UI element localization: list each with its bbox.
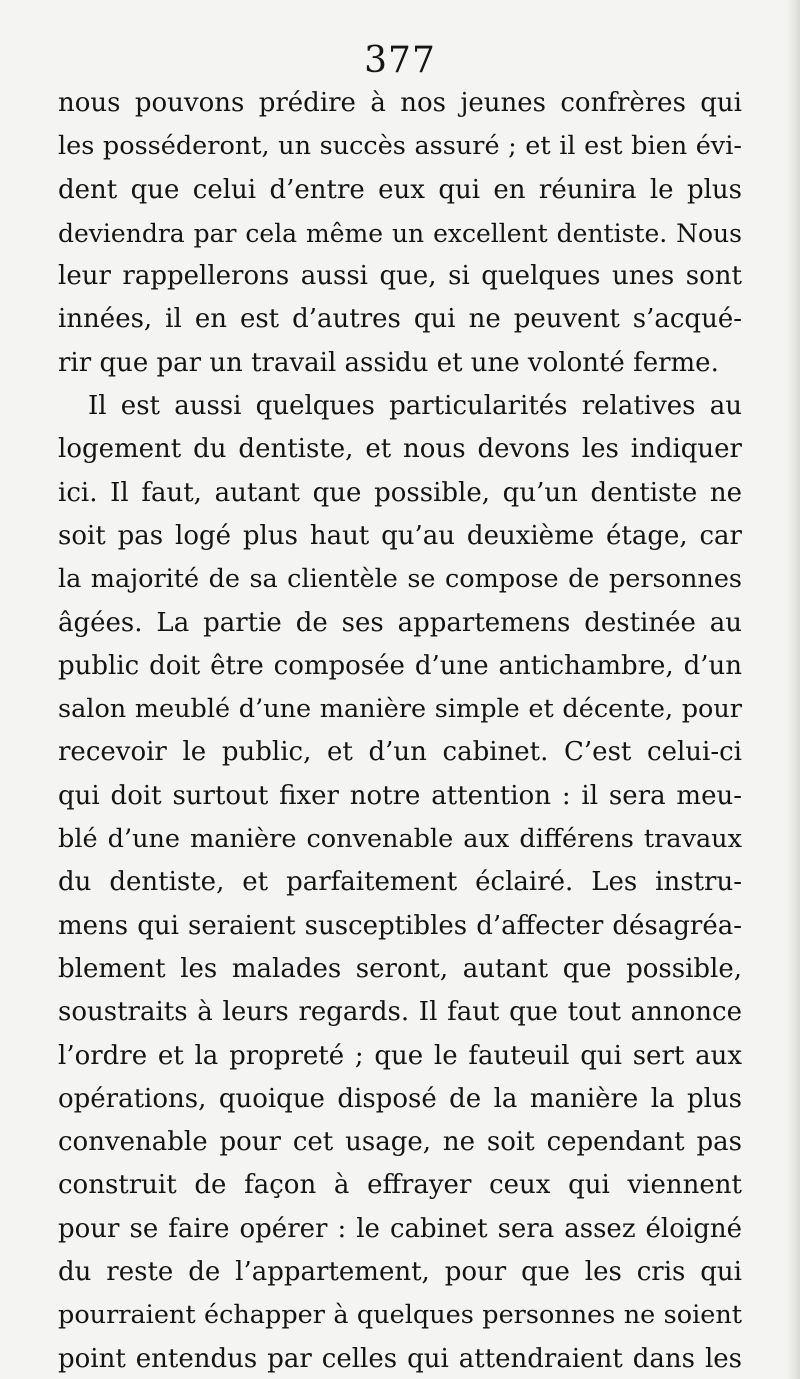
page-number: 377 xyxy=(364,40,436,81)
text-line: la majorité de sa clientèle se compose de personnes xyxy=(58,564,742,595)
text-line: âgées. La partie de ses appartemens destinée au xyxy=(58,607,742,638)
text-line: les posséderont, un succès assuré ; et il est bien évi- xyxy=(58,131,742,162)
paragraph-end-line: rir que par un travail assidu et une volonté ferme. xyxy=(58,347,719,378)
text-line: qui doit surtout fixer notre attention : il sera meu- xyxy=(58,780,742,811)
text-line: du reste de l’appartement, pour que les cris qui xyxy=(58,1257,742,1288)
text-line: dent que celui d’entre eux qui en réunira le plus xyxy=(58,174,742,205)
text-line: du dentiste, et parfaitement éclairé. Les instru- xyxy=(58,867,742,898)
text-line: public doit être composée d’une antichambre, d’un xyxy=(58,650,742,681)
body-text xyxy=(58,82,742,1379)
text-line: l’ordre et la propreté ; que le fauteuil qui sert aux xyxy=(58,1040,742,1071)
text-line: opérations, quoique disposé de la manière la plus xyxy=(58,1083,742,1114)
text-line: soustraits à leurs regards. Il faut que tout annonce xyxy=(58,997,742,1028)
text-line: construit de façon à effrayer ceux qui viennent xyxy=(58,1170,742,1201)
text-line: leur rappellerons aussi que, si quelques unes sont xyxy=(58,261,742,292)
text-line: nous pouvons prédire à nos jeunes confrères qui xyxy=(58,88,742,118)
text-line: convenable pour cet usage, ne soit cependant pas xyxy=(58,1127,742,1158)
page-edge-shadow xyxy=(786,0,800,1379)
text-line: pourraient échapper à quelques personnes ne soient xyxy=(58,1300,742,1331)
text-line: recevoir le public, et d’un cabinet. C’est celui-ci xyxy=(58,737,742,768)
text-line: soit pas logé plus haut qu’au deuxième étage, car xyxy=(58,520,742,551)
text-line: point entendus par celles qui attendraient dans les xyxy=(58,1343,742,1374)
text-line: mens qui seraient susceptibles d’affecter désagréa- xyxy=(58,910,742,941)
text-line: innées, il en est d’autres qui ne peuvent s’acqué- xyxy=(58,304,742,335)
text-line: deviendra par cela même un excellent dentiste. Nous xyxy=(58,218,742,248)
text-line: ici. Il faut, autant que possible, qu’un dentiste ne xyxy=(58,477,742,508)
paragraph-start-line: Il est aussi quelques particularités relatives au xyxy=(88,391,742,422)
text-line: blé d’une manière convenable aux différens travaux xyxy=(58,824,742,855)
text-line: blement les malades seront, autant que possible, xyxy=(58,953,742,984)
text-line: pour se faire opérer : le cabinet sera assez éloigné xyxy=(58,1213,742,1244)
text-line: logement du dentiste, et nous devons les indiquer xyxy=(58,434,742,465)
text-line: salon meublé d’une manière simple et décente, pour xyxy=(58,694,742,725)
